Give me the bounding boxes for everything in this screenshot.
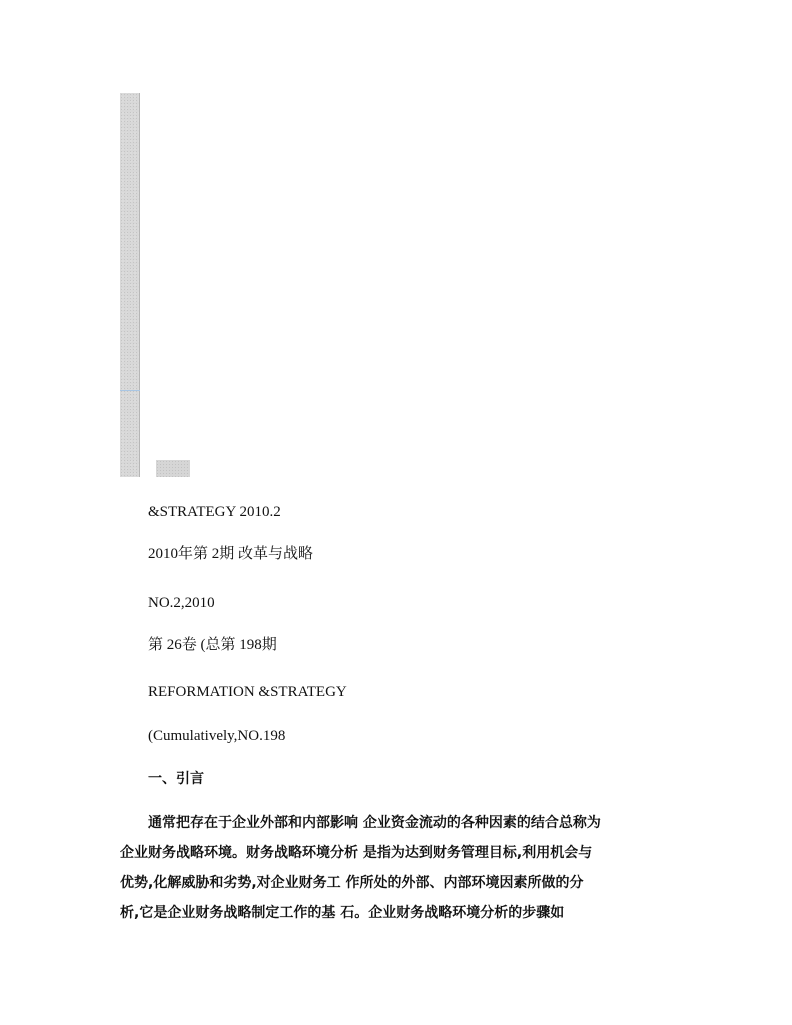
scanned-image-fragment	[156, 460, 190, 477]
paragraph-line: 企业财务战略环境。财务战略环境分析 是指为达到财务管理目标,利用机会与	[120, 845, 593, 861]
journal-header-line-1: &STRATEGY 2010.2	[148, 504, 281, 520]
paragraph-line: 通常把存在于企业外部和内部影响 企业资金流动的各种因素的结合总称为	[148, 815, 601, 831]
journal-header-line-2: 2010年第 2期 改革与战略	[148, 546, 314, 562]
journal-header-line-5: REFORMATION &STRATEGY	[148, 684, 347, 700]
journal-header-line-3: NO.2,2010	[148, 595, 215, 611]
scanned-image-strip	[120, 93, 140, 477]
image-strip-marker	[120, 390, 140, 391]
paragraph-line: 优势,化解威胁和劣势,对企业财务工 作所处的外部、内部环境因素所做的分	[120, 875, 584, 891]
paragraph-line: 析,它是企业财务战略制定工作的基 石。企业财务战略环境分析的步骤如	[120, 905, 565, 921]
journal-header-line-6: (Cumulatively,NO.198	[148, 728, 286, 744]
journal-header-line-4: 第 26卷 (总第 198期	[148, 637, 277, 653]
body-paragraph	[120, 814, 660, 934]
section-heading: 一、引言	[148, 771, 204, 787]
